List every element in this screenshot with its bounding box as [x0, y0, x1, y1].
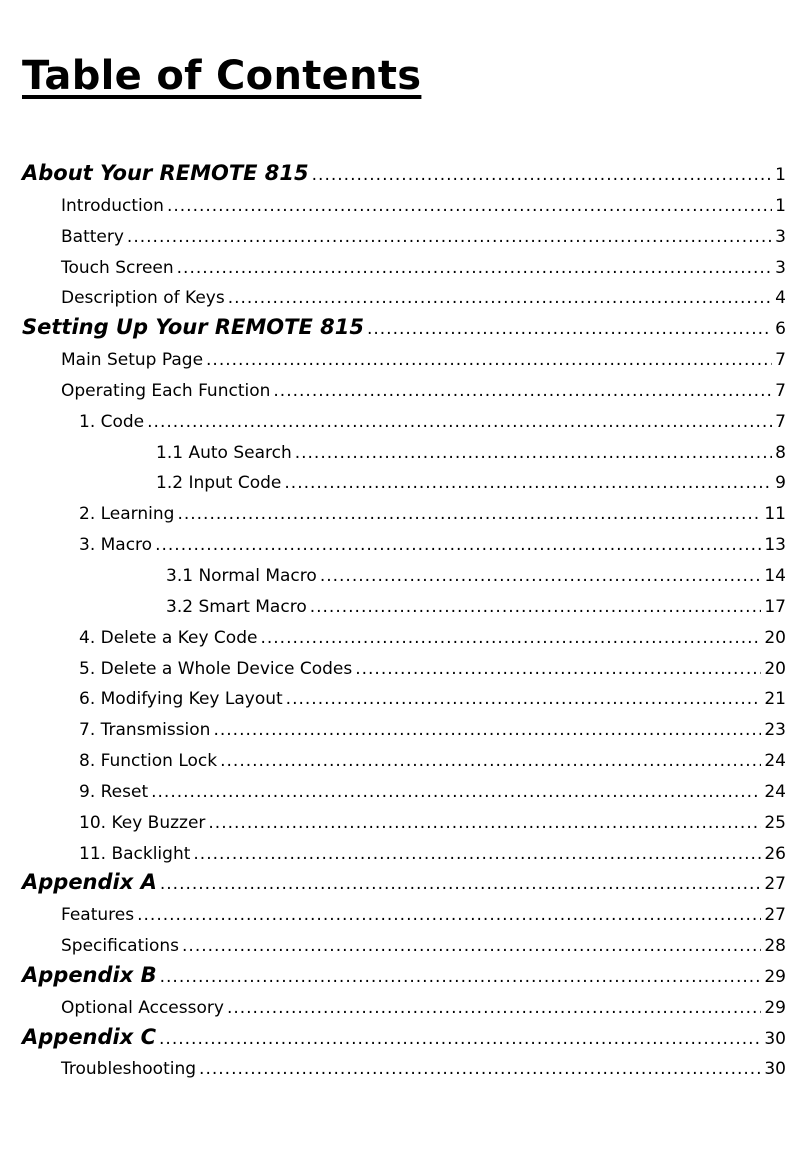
toc-entry[interactable]	[0, 653, 808, 684]
toc-leader-dots	[310, 597, 762, 617]
toc-entry[interactable]	[0, 745, 808, 776]
toc-entry-page-number: 4	[775, 288, 786, 309]
toc-leader-dots	[177, 504, 761, 524]
toc-entry[interactable]	[0, 1053, 808, 1084]
toc-entry[interactable]	[0, 498, 808, 529]
toc-leader-dots	[213, 720, 761, 740]
toc-entry[interactable]	[0, 838, 808, 869]
toc-entry-page-number: 17	[764, 596, 786, 617]
toc-entry-page-number: 14	[764, 565, 786, 586]
toc-entry-title: Troubleshooting	[61, 1059, 197, 1080]
toc-entry-page-number: 27	[764, 874, 786, 895]
toc-section-heading[interactable]	[0, 313, 808, 344]
toc-entry-title: 9. Reset	[79, 781, 149, 802]
toc-entry-title: 5. Delete a Whole Device Codes	[79, 658, 353, 679]
toc-entry[interactable]	[0, 252, 808, 283]
toc-entry-page-number: 30	[764, 1028, 786, 1049]
toc-leader-dots	[155, 535, 761, 555]
toc-entry-title: 10. Key Buzzer	[79, 812, 206, 833]
toc-section-heading[interactable]	[0, 868, 808, 899]
toc-entry-page-number: 25	[764, 812, 786, 833]
toc-leader-dots	[160, 874, 762, 894]
toc-leader-dots	[177, 258, 773, 278]
toc-entry-title: 3.1 Normal Macro	[166, 565, 317, 586]
toc-leader-dots	[160, 967, 762, 987]
page-title: Table of Contents	[22, 53, 422, 99]
toc-entry-title: Features	[61, 905, 135, 926]
toc-leader-dots	[199, 1059, 761, 1079]
toc-leader-dots	[220, 751, 761, 771]
toc-leader-dots	[127, 227, 772, 247]
toc-leader-dots	[159, 1029, 761, 1049]
toc-leader-dots	[182, 936, 761, 956]
toc-entry[interactable]	[0, 622, 808, 653]
toc-entry-page-number: 26	[764, 843, 786, 864]
toc-entry-page-number: 1	[775, 195, 786, 216]
toc-entry-title: 8. Function Lock	[79, 751, 218, 772]
toc-entry-title: 1.2 Input Code	[156, 473, 282, 494]
toc-leader-dots	[208, 813, 761, 833]
toc-entry[interactable]	[0, 375, 808, 406]
toc-leader-dots	[151, 782, 761, 802]
toc-entry[interactable]	[0, 529, 808, 560]
toc-entry-title: 4. Delete a Key Code	[79, 627, 258, 648]
toc-leader-dots	[206, 350, 772, 370]
toc-leader-dots	[228, 288, 772, 308]
toc-entry-page-number: 9	[775, 473, 786, 494]
toc-leader-dots	[367, 319, 772, 339]
toc-entry[interactable]	[0, 714, 808, 745]
toc-entry[interactable]	[0, 282, 808, 313]
toc-entry-title: 3. Macro	[79, 535, 153, 556]
toc-entry-title: 1. Code	[79, 411, 145, 432]
toc-entry[interactable]	[0, 776, 808, 807]
toc-entry-page-number: 23	[764, 720, 786, 741]
toc-section-heading[interactable]	[0, 961, 808, 992]
table-of-contents	[0, 159, 808, 1084]
toc-entry-page-number: 29	[764, 966, 786, 987]
toc-leader-dots	[312, 165, 773, 185]
toc-entry-title: 6. Modifying Key Layout	[79, 689, 283, 710]
toc-entry-page-number: 11	[764, 504, 786, 525]
toc-entry-page-number: 29	[764, 997, 786, 1018]
toc-entry[interactable]	[0, 683, 808, 714]
toc-entry[interactable]	[0, 190, 808, 221]
toc-entry-title: 7. Transmission	[79, 720, 211, 741]
toc-entry-page-number: 30	[764, 1059, 786, 1080]
toc-leader-dots	[284, 473, 772, 493]
toc-entry-title: About Your REMOTE 815	[22, 161, 309, 185]
toc-entry-page-number: 1	[775, 165, 786, 185]
toc-entry-page-number: 3	[775, 257, 786, 278]
toc-entry-page-number: 24	[764, 751, 786, 772]
toc-entry-title: Appendix A	[22, 870, 157, 895]
toc-entry-title: Appendix B	[22, 962, 157, 987]
toc-entry[interactable]	[0, 560, 808, 591]
toc-leader-dots	[355, 659, 761, 679]
toc-leader-dots	[193, 844, 761, 864]
toc-entry[interactable]	[0, 591, 808, 622]
toc-leader-dots	[227, 998, 761, 1018]
toc-entry-page-number: 20	[764, 658, 786, 679]
toc-entry-page-number: 13	[764, 535, 786, 556]
toc-leader-dots	[260, 628, 761, 648]
toc-entry-page-number: 8	[775, 442, 786, 463]
toc-section-heading[interactable]	[0, 1023, 808, 1054]
toc-entry-title: Introduction	[61, 195, 164, 216]
toc-entry-title: Appendix C	[22, 1024, 157, 1049]
toc-leader-dots	[320, 566, 762, 586]
toc-entry-title: Specifications	[61, 936, 180, 957]
toc-leader-dots	[286, 689, 762, 709]
toc-entry[interactable]	[0, 992, 808, 1023]
toc-entry-title: 1.1 Auto Search	[156, 442, 292, 463]
toc-entry-title: 2. Learning	[79, 504, 175, 525]
toc-entry-page-number: 20	[764, 627, 786, 648]
toc-entry-page-number: 7	[775, 380, 786, 401]
toc-entry-page-number: 7	[775, 411, 786, 432]
toc-entry-title: Battery	[61, 226, 124, 247]
toc-leader-dots	[147, 412, 772, 432]
toc-entry[interactable]	[0, 406, 808, 437]
toc-leader-dots	[137, 905, 761, 925]
toc-entry[interactable]	[0, 930, 808, 961]
toc-entry-page-number: 21	[764, 689, 786, 710]
toc-entry[interactable]	[0, 467, 808, 498]
toc-entry-page-number: 28	[764, 936, 786, 957]
toc-entry-title: Touch Screen	[61, 257, 174, 278]
toc-entry[interactable]	[0, 344, 808, 375]
toc-entry[interactable]	[0, 221, 808, 252]
toc-section-heading[interactable]	[0, 159, 808, 190]
toc-entry-title: 3.2 Smart Macro	[166, 596, 307, 617]
toc-entry[interactable]	[0, 807, 808, 838]
toc-entry-page-number: 7	[775, 350, 786, 371]
toc-entry-title: Setting Up Your REMOTE 815	[22, 315, 364, 340]
toc-entry[interactable]	[0, 437, 808, 468]
toc-leader-dots	[295, 443, 772, 463]
toc-entry-title: Operating Each Function	[61, 380, 271, 401]
toc-leader-dots	[167, 196, 772, 216]
toc-entry-title: Optional Accessory	[61, 997, 224, 1018]
toc-entry-title: Main Setup Page	[61, 350, 204, 371]
toc-entry[interactable]	[0, 899, 808, 930]
toc-entry-page-number: 27	[764, 905, 786, 926]
toc-entry-page-number: 24	[764, 781, 786, 802]
toc-entry-title: Description of Keys	[61, 288, 225, 309]
toc-entry-title: 11. Backlight	[79, 843, 191, 864]
toc-entry-page-number: 3	[775, 226, 786, 247]
toc-entry-page-number: 6	[775, 319, 786, 340]
toc-leader-dots	[273, 381, 772, 401]
